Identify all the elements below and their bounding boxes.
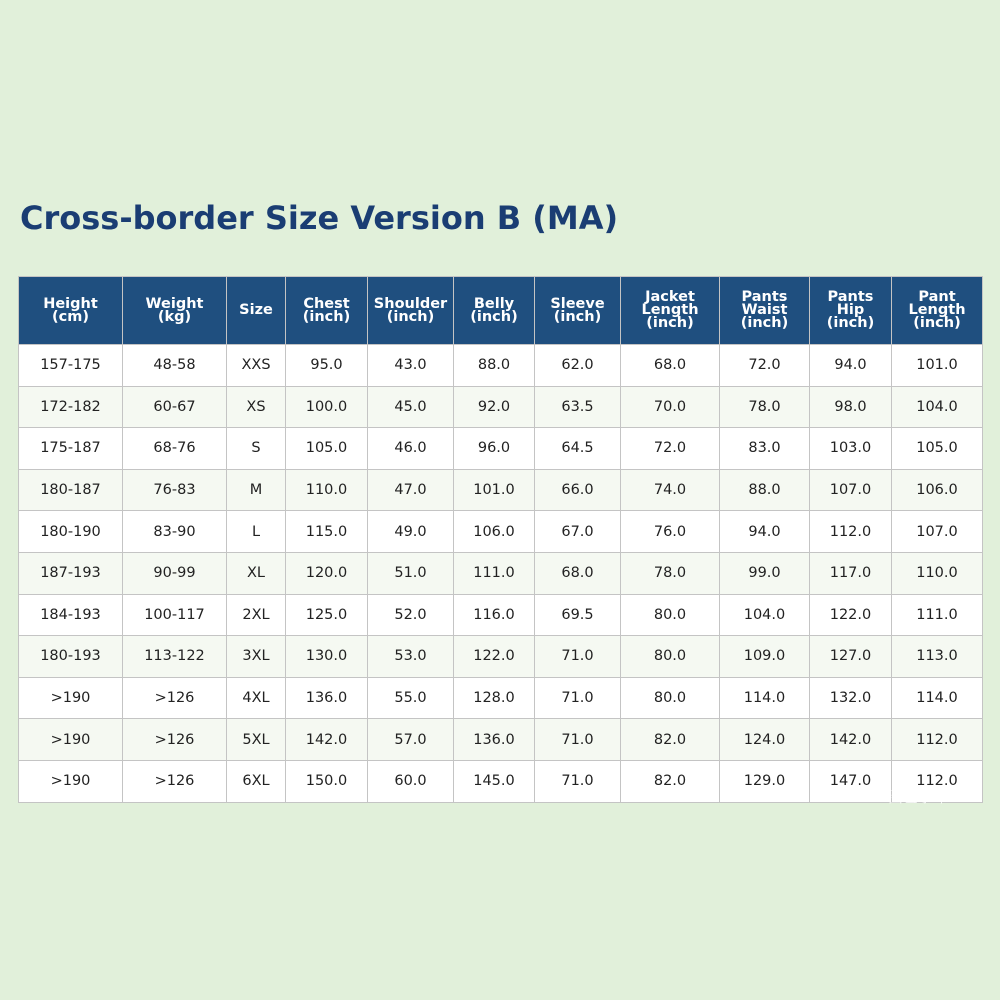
cell-pants-waist: 129.0 xyxy=(720,760,810,802)
column-header-jacket-length xyxy=(621,277,720,345)
column-header-weight xyxy=(123,277,227,345)
cell-height: 180-190 xyxy=(19,511,123,553)
cell-weight: 90-99 xyxy=(123,552,227,594)
cell-pants-hip: 117.0 xyxy=(810,552,892,594)
cell-shoulder: 49.0 xyxy=(368,511,454,553)
table-row xyxy=(19,677,983,719)
column-header-line: Weight xyxy=(145,295,204,312)
cell-weight: 113-122 xyxy=(123,636,227,678)
table-row xyxy=(19,719,983,761)
column-header-line: (inch) xyxy=(913,315,961,331)
cell-height: 184-193 xyxy=(19,594,123,636)
table-row xyxy=(19,636,983,678)
cell-pants-hip: 142.0 xyxy=(810,719,892,761)
cell-weight: 68-76 xyxy=(123,428,227,470)
cell-pant-length: 101.0 xyxy=(892,345,983,387)
column-header-line: (inch) xyxy=(302,308,351,325)
cell-belly: 136.0 xyxy=(454,719,535,761)
cell-height: >190 xyxy=(19,719,123,761)
cell-chest: 120.0 xyxy=(286,552,368,594)
cell-pants-hip: 122.0 xyxy=(810,594,892,636)
table-row xyxy=(19,594,983,636)
cell-shoulder: 57.0 xyxy=(368,719,454,761)
table-row xyxy=(19,386,983,428)
cell-pants-waist: 72.0 xyxy=(720,345,810,387)
table-row xyxy=(19,428,983,470)
cell-shoulder: 45.0 xyxy=(368,386,454,428)
cell-belly: 96.0 xyxy=(454,428,535,470)
cell-shoulder: 53.0 xyxy=(368,636,454,678)
cell-pant-length: 105.0 xyxy=(892,428,983,470)
cell-chest: 110.0 xyxy=(286,469,368,511)
cell-pant-length: 112.0 xyxy=(892,719,983,761)
cell-shoulder: 60.0 xyxy=(368,760,454,802)
cell-weight: 60-67 xyxy=(123,386,227,428)
table-body xyxy=(19,345,983,803)
column-header-line: Size xyxy=(239,302,273,318)
cell-pant-length: 104.0 xyxy=(892,386,983,428)
cell-belly: 111.0 xyxy=(454,552,535,594)
cell-jacket-length: 70.0 xyxy=(621,386,720,428)
cell-shoulder: 55.0 xyxy=(368,677,454,719)
watermark: 图已水印 xyxy=(888,788,949,806)
cell-chest: 136.0 xyxy=(286,677,368,719)
column-header-pants-hip xyxy=(810,277,892,345)
cell-pants-hip: 107.0 xyxy=(810,469,892,511)
column-header-line: Height xyxy=(43,295,98,312)
cell-jacket-length: 80.0 xyxy=(621,636,720,678)
column-header-line: Sleeve xyxy=(550,295,605,312)
cell-height: 180-193 xyxy=(19,636,123,678)
cell-pants-hip: 147.0 xyxy=(810,760,892,802)
table-row xyxy=(19,469,983,511)
column-header-line: (inch) xyxy=(553,308,602,325)
table-row xyxy=(19,760,983,802)
cell-jacket-length: 80.0 xyxy=(621,677,720,719)
column-header-line: Pants xyxy=(741,289,788,305)
cell-jacket-length: 68.0 xyxy=(621,345,720,387)
cell-shoulder: 43.0 xyxy=(368,345,454,387)
cell-pant-length: 112.0 xyxy=(892,760,983,802)
cell-size: XXS xyxy=(227,345,286,387)
column-header-pants-waist xyxy=(720,277,810,345)
cell-size: XS xyxy=(227,386,286,428)
cell-weight: 76-83 xyxy=(123,469,227,511)
cell-sleeve: 71.0 xyxy=(535,677,621,719)
cell-jacket-length: 80.0 xyxy=(621,594,720,636)
column-header-chest xyxy=(286,277,368,345)
column-header-line: (inch) xyxy=(386,308,435,325)
cell-size: 6XL xyxy=(227,760,286,802)
cell-jacket-length: 74.0 xyxy=(621,469,720,511)
cell-jacket-length: 82.0 xyxy=(621,719,720,761)
cell-height: 175-187 xyxy=(19,428,123,470)
cell-sleeve: 64.5 xyxy=(535,428,621,470)
cell-shoulder: 52.0 xyxy=(368,594,454,636)
cell-pants-waist: 78.0 xyxy=(720,386,810,428)
column-header-line: Length xyxy=(641,302,699,318)
cell-pant-length: 106.0 xyxy=(892,469,983,511)
column-header-line: (inch) xyxy=(646,315,694,331)
cell-jacket-length: 82.0 xyxy=(621,760,720,802)
cell-chest: 105.0 xyxy=(286,428,368,470)
table-header-row xyxy=(19,277,983,345)
cell-pants-waist: 99.0 xyxy=(720,552,810,594)
column-header-line: (kg) xyxy=(157,308,192,325)
column-header-line: Pant xyxy=(918,289,956,305)
cell-pant-length: 114.0 xyxy=(892,677,983,719)
cell-sleeve: 68.0 xyxy=(535,552,621,594)
cell-sleeve: 71.0 xyxy=(535,760,621,802)
cell-height: 180-187 xyxy=(19,469,123,511)
column-header-pant-length xyxy=(892,277,983,345)
cell-pants-waist: 124.0 xyxy=(720,719,810,761)
cell-pants-waist: 109.0 xyxy=(720,636,810,678)
cell-chest: 95.0 xyxy=(286,345,368,387)
cell-shoulder: 51.0 xyxy=(368,552,454,594)
page-title: Cross-border Size Version B (MA) xyxy=(20,199,619,237)
column-header-line: (inch) xyxy=(470,308,518,325)
column-header-sleeve xyxy=(535,277,621,345)
cell-height: >190 xyxy=(19,760,123,802)
size-chart-table xyxy=(18,276,983,803)
cell-pants-hip: 94.0 xyxy=(810,345,892,387)
cell-size: L xyxy=(227,511,286,553)
cell-belly: 92.0 xyxy=(454,386,535,428)
column-header-line: Shoulder xyxy=(373,295,448,312)
cell-weight: >126 xyxy=(123,719,227,761)
cell-chest: 115.0 xyxy=(286,511,368,553)
cell-sleeve: 71.0 xyxy=(535,636,621,678)
cell-jacket-length: 76.0 xyxy=(621,511,720,553)
table-row xyxy=(19,511,983,553)
cell-sleeve: 67.0 xyxy=(535,511,621,553)
table-row xyxy=(19,552,983,594)
cell-weight: >126 xyxy=(123,760,227,802)
table-row xyxy=(19,345,983,387)
cell-belly: 88.0 xyxy=(454,345,535,387)
cell-size: 4XL xyxy=(227,677,286,719)
column-header-line: (inch) xyxy=(826,315,875,331)
cell-belly: 106.0 xyxy=(454,511,535,553)
cell-size: XL xyxy=(227,552,286,594)
column-header-line: Length xyxy=(908,302,966,318)
cell-size: 3XL xyxy=(227,636,286,678)
cell-pant-length: 107.0 xyxy=(892,511,983,553)
column-header-belly xyxy=(454,277,535,345)
cell-pants-hip: 112.0 xyxy=(810,511,892,553)
cell-sleeve: 66.0 xyxy=(535,469,621,511)
cell-jacket-length: 78.0 xyxy=(621,552,720,594)
cell-belly: 116.0 xyxy=(454,594,535,636)
cell-weight: 83-90 xyxy=(123,511,227,553)
column-header-line: Jacket xyxy=(645,289,695,305)
cell-pants-hip: 98.0 xyxy=(810,386,892,428)
cell-belly: 122.0 xyxy=(454,636,535,678)
cell-pants-waist: 114.0 xyxy=(720,677,810,719)
cell-pants-waist: 83.0 xyxy=(720,428,810,470)
cell-sleeve: 63.5 xyxy=(535,386,621,428)
cell-sleeve: 69.5 xyxy=(535,594,621,636)
cell-chest: 142.0 xyxy=(286,719,368,761)
cell-pants-waist: 88.0 xyxy=(720,469,810,511)
cell-sleeve: 71.0 xyxy=(535,719,621,761)
cell-belly: 101.0 xyxy=(454,469,535,511)
cell-shoulder: 46.0 xyxy=(368,428,454,470)
column-header-height xyxy=(19,277,123,345)
column-header-shoulder xyxy=(368,277,454,345)
cell-weight: 100-117 xyxy=(123,594,227,636)
column-header-line: Hip xyxy=(836,302,865,318)
cell-pants-hip: 132.0 xyxy=(810,677,892,719)
cell-weight: 48-58 xyxy=(123,345,227,387)
cell-chest: 130.0 xyxy=(286,636,368,678)
cell-pants-hip: 127.0 xyxy=(810,636,892,678)
cell-height: 187-193 xyxy=(19,552,123,594)
cell-size: S xyxy=(227,428,286,470)
column-header-size xyxy=(227,277,286,345)
column-header-line: Belly xyxy=(473,295,515,312)
column-header-line: Pants xyxy=(827,289,874,305)
column-header-line: Chest xyxy=(303,295,350,312)
cell-belly: 128.0 xyxy=(454,677,535,719)
cell-weight: >126 xyxy=(123,677,227,719)
cell-chest: 100.0 xyxy=(286,386,368,428)
cell-pant-length: 111.0 xyxy=(892,594,983,636)
cell-height: >190 xyxy=(19,677,123,719)
cell-pant-length: 110.0 xyxy=(892,552,983,594)
column-header-line: (cm) xyxy=(52,308,89,325)
cell-size: 5XL xyxy=(227,719,286,761)
cell-sleeve: 62.0 xyxy=(535,345,621,387)
cell-chest: 150.0 xyxy=(286,760,368,802)
cell-pants-waist: 94.0 xyxy=(720,511,810,553)
cell-chest: 125.0 xyxy=(286,594,368,636)
cell-size: M xyxy=(227,469,286,511)
column-header-line: Waist xyxy=(741,302,788,318)
cell-size: 2XL xyxy=(227,594,286,636)
cell-pants-waist: 104.0 xyxy=(720,594,810,636)
cell-jacket-length: 72.0 xyxy=(621,428,720,470)
column-header-line: (inch) xyxy=(740,315,789,331)
cell-pants-hip: 103.0 xyxy=(810,428,892,470)
cell-height: 172-182 xyxy=(19,386,123,428)
cell-shoulder: 47.0 xyxy=(368,469,454,511)
cell-belly: 145.0 xyxy=(454,760,535,802)
cell-height: 157-175 xyxy=(19,345,123,387)
cell-pant-length: 113.0 xyxy=(892,636,983,678)
